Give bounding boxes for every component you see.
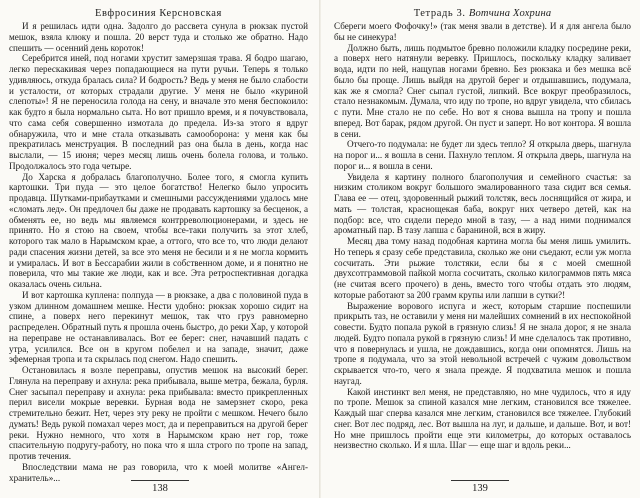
paragraph: Остановилась я возле переправы, опустив мешок на высокий берег. Глянула на переправу и ахнула: река прибывала, выше метра, бежала, бурля. Снег засыпал переправу и ахнула: река прибывала: вместо прикрепленных перил висели мокрые веревки. Бурная вода не замерзнет скоро, река стремительно бежит. Нет, через эту реку не пройти с мешком. Нечего было думать! Ведь рукой помахал через мост, да и переправиться на другой берег реки. Нужно немного, что хотя в Нарымском краю нет гор, тоже спасительную подругу-работу, но пока что я шла строго по тропе на запад, против течения. — [9, 365, 308, 461]
paragraph: Серебрится иней, под ногами хрустит замерзшая трава. Я бодро шагаю, легко перескакивая через попадающиеся на пути ручьи. Теперь я только удивляюсь, откуда бралась сила? И бодрость? Ведь у меня не было слабости и усталости, от которых страдали другие. У меня не было «куриной слепоты»! Я не переносила голода на сену, и вначале это меня беспокоило: как будто я была нормально сыта. Но вот пришло время, и я почувствовала, что сама себя совершенно измотала до предела. Из-за этого я вдруг обнаружила, что и мне стала отказывать самооборона: у меня как бы прекратилась менструация. В последний раз она была в день, когда нас выслали, — 15 июня; через месяц лишь очень болела голова, и только. Продолжалось это года четыре. — [9, 53, 308, 171]
right-page — [320, 0, 640, 498]
paragraph: Отчего-то подумала: не будет ли здесь тепло? Я открыла дверь, шагнула на порог и... я вошла в сени. Пахнуло теплом. Я открыла дверь, шагнула на порог и... я вошла в сени. — [334, 139, 631, 171]
notebook-label: Тетрадь 3. — [413, 8, 466, 19]
paragraph: И я решилась идти одна. Задолго до рассвета сунула в рюкзак пустой мешок, взяла клюку и пошла. 20 верст туда и столько же обратно. Надо спешить — осенний день короток! — [9, 21, 308, 53]
paragraph: До Харска я добралась благополучно. Более того, я смогла купить картошки. Три пуда — это целое богатство! Нелегко было упросить продавца. Шутками-прибаутками и смешными рассуждениями удалось мне «сломать лед». Он предлочел бы даже не продавать картошку за бесценок, а обменять ее, но ведь мы являемся контрреволюционерами, и здесь не принято. Но я стою на своем, чтобы все-таки получить за этот хлеб, которого так мало в Нарымском крае, а оттого, что все то, что люди делают ради спасения жизни детей, за все это меня не бесили и я не могла кормить и умиралась. И вот в Бессарабии жили в собственном доме, и я понятно не поверила, что мы такие же люди, как и все. Эта ретроспективная догадка оказалась очень сильна. — [9, 171, 308, 289]
paragraph: Какой инстинкт вел меня, не представляю, но мне чудилось, что я иду по тропе. Мешок за спиной казался мне легким, становился все тяжелее. Каждый шаг сперва казался мне легким, становился все тяжелее. Глубокий снег. Вот лес подряд, лес. Вот вышла на луг, и дальше, и дальше. Вот, и вот! Но мне пришлось пройти еще эти километры, до которых оставалось неизвестно сколько. И я шла. Шаг — еще шаг и вдоль реки... — [334, 386, 631, 451]
page-number-text: 138 — [152, 483, 168, 494]
page-number-text: 139 — [472, 483, 488, 494]
paragraph: Месяц два тому назад подобная картина могла бы меня лишь умилить. Но теперь я сразу себе представила, сколько же они съедают, если уж могла сосчитать. Эти рыжие толстяки, если бы я с моей смешной двухсотграммовой пайкой могла сосчитать, сколько килограммов пять мяса (не считая всего прочего) в день, вместо того чтобы отдать это людям, которые работают за 200 грамм крупы или лапши в сутки?! — [334, 236, 631, 300]
left-running-head: Евфросиния Керсновская — [94, 8, 222, 19]
folio-rule — [451, 480, 509, 481]
right-page-text — [334, 21, 631, 451]
chapter-title: Вотчина Хохрина — [468, 8, 552, 19]
paragraph: Сбереги моего Фофочку!» (так меня звали в детстве). И я для ангела было бы не синекура! — [334, 21, 631, 42]
left-page-number — [0, 480, 320, 494]
folio-rule — [131, 480, 189, 481]
left-page-text — [9, 21, 308, 483]
right-running-head — [334, 6, 631, 21]
right-page-number — [320, 480, 640, 494]
paragraph: Увидела я картину полного благополучия и семейного счастья: за низким столиком вокруг большого эмалированного таза сидит вся семья. Глава ее — отец, здоровенный рыжий толстяк, весь лоснящийся от жира, и мать — толстая, краснощекая баба, вокруг них четверо детей, как на подбор: все, что сидели передо мной в тазу, — а над ними поднимался ароматный пар. В тазу лапша с бараниной, вся в жиру. — [334, 171, 631, 236]
paragraph: Должно быть, лишь подмытое бревно положили кладку посредине реки, а поверх него натянули веревку. Пришлось, поскольку кладку заливает вода, идти по ней, нащупав ногами бревно. Без рюкзака и без мешка всё было бы проще. Лишь выйдя на другой берег и отдышавшись, подумала, как же я смогла? Снег сыпал густой, липкий. Все вокруг преобразилось, стало незнакомым. Думала, что иду по тропе, но вдруг увидела, что сбилась с пути. Мне стало не по себе. Но вот я снова вышла на тропу и пошла вперед. Вот барак, рядом другой. Он пуст и заперт. Но вот контора. Я вошла в сени. — [334, 42, 631, 139]
paragraph: Выражение ворового испуга и жест, которым старшие поспешили прикрыть таз, не оставили у меня ни малейших сомнений в их неспокойной совести. Будто попала рукой в грязную слизь! Я не знала дорог, я не знала людей. Будто попала рукой в грязную слизь! И мне сделалось так противно, что я повернулась и ушла, не дождавшись, когда они опомнятся. Лишь на тропе я подумала, что за этой невольной встречей с чужим довольством скрывается что-то, чего я знала прежде. Я подхватила мешок и пошла наугад. — [334, 300, 631, 386]
paragraph: И вот картошка куплена: полпуда — в рюкзаке, а два с половиной пуда в узком длинном домашнем мешке. Нести удобно: рюкзак хорошо сидит на спине, а поверх него перекинут мешок, так что груз равномерно распределен. Обратный путь я прошла очень быстро, до реки Хар, у которой на переправе не останавливалась. Вот ее берег: снег, начавший падать с утра, усилился. Все он в кругом побелел и на западе, значит, даже эфемерная тропа и та скрылась под снегом. Надо спешить. — [9, 289, 308, 365]
paragraph: Впоследствии мама не раз говорила, что к моей молитве «Ангел-хранитель»... — [9, 461, 308, 483]
